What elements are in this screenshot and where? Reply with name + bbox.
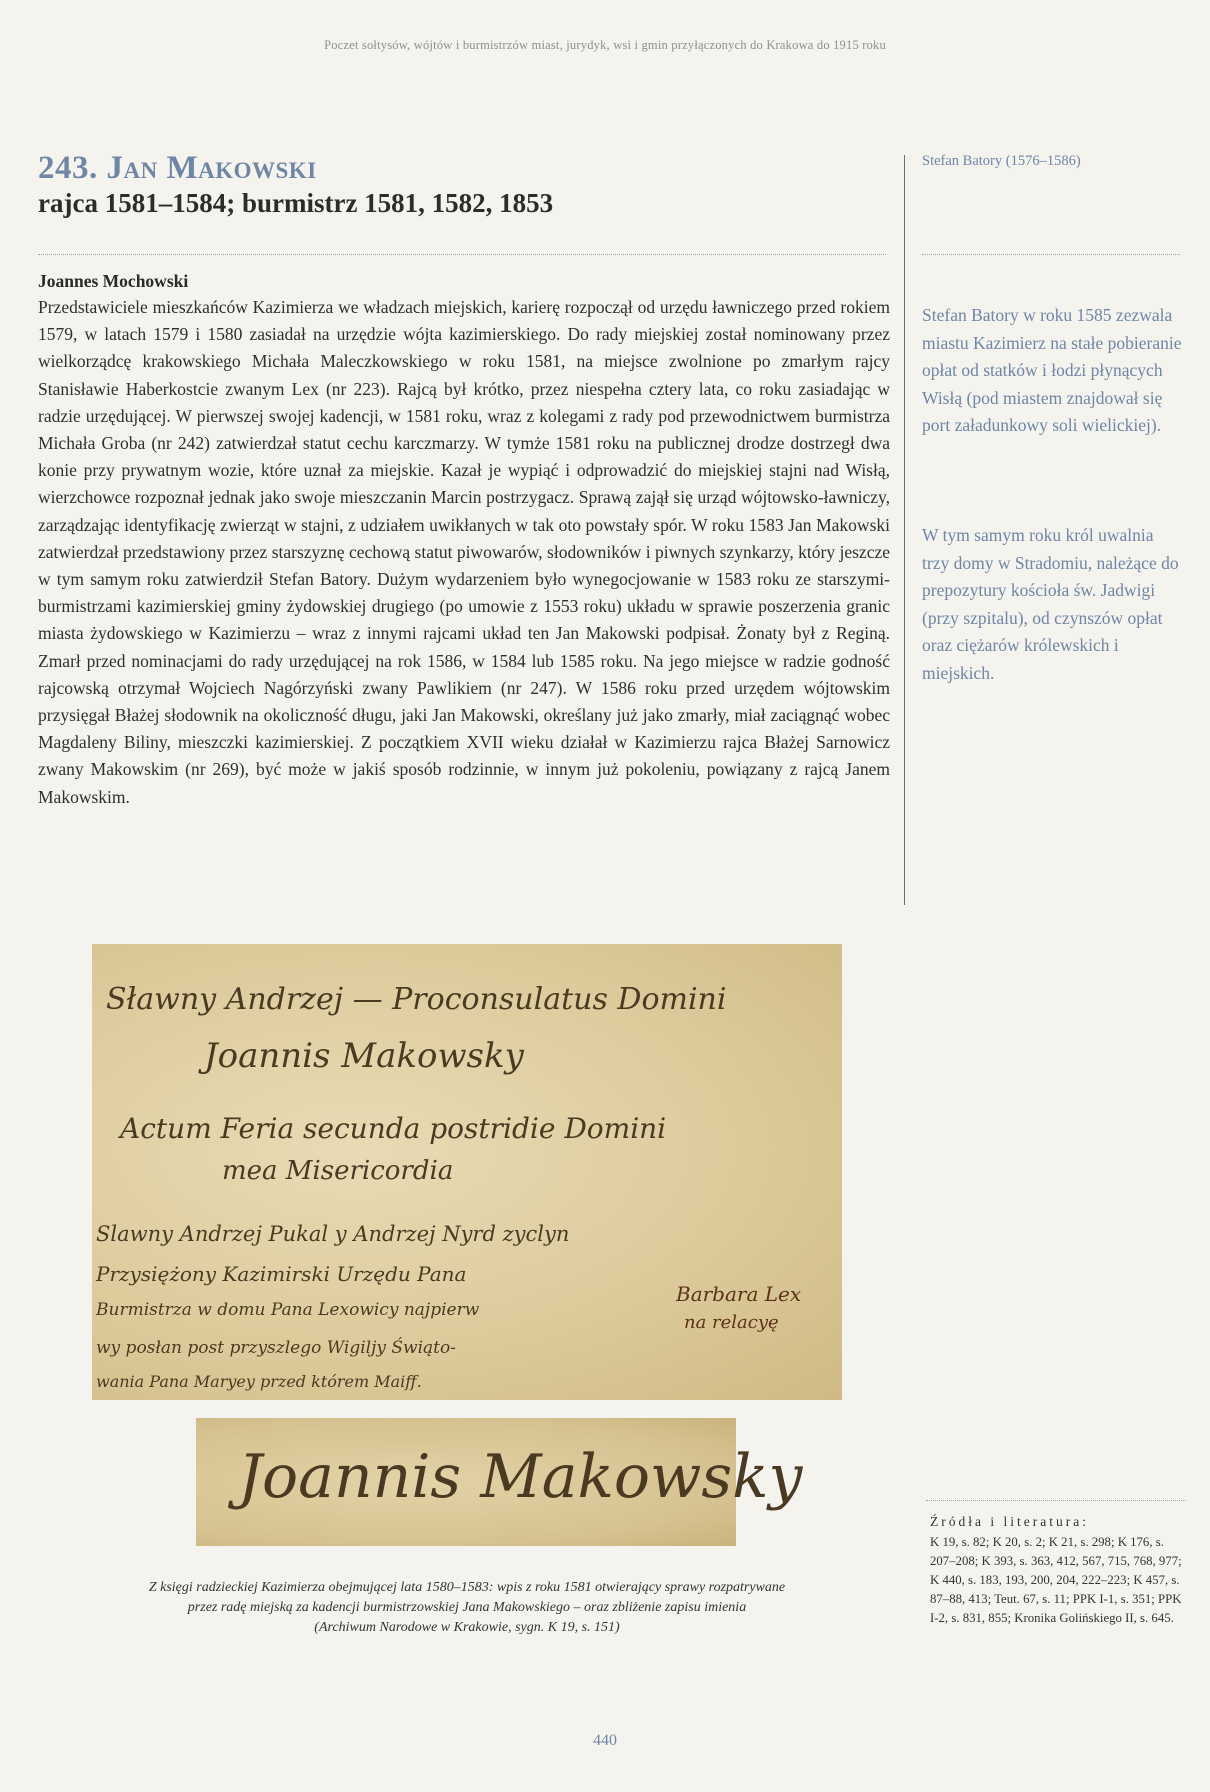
sources-heading: Źródła i literatura: [930, 1514, 1089, 1529]
manuscript-line: Slawny Andrzej Pukal y Andrzej Nyrd zyclyn [96, 1222, 570, 1246]
manuscript-line: Actum Feria secunda postridie Domini [120, 1112, 667, 1145]
manuscript-image [92, 944, 842, 1400]
running-header: Poczet sołtysów, wójtów i burmistrzów miast, jurydyk, wsi i gmin przyłączonych do Krakowa do 1915 roku [324, 38, 886, 52]
figure-caption [62, 1578, 872, 1638]
caption-line: (Archiwum Narodowe w Krakowie, sygn. K 19, s. 151) [314, 1620, 620, 1635]
sidebar-divider [922, 254, 1180, 255]
manuscript-margin-note: Barbara Lex [676, 1282, 802, 1306]
manuscript-line: wy posłan post przyszlego Wigiljy Świąto- [96, 1338, 456, 1358]
manuscript-line: wania Pana Maryey przed którem Maiff. [96, 1372, 422, 1391]
sources-block [930, 1512, 1192, 1628]
latin-name: Joannes Mochowski [38, 271, 189, 291]
column-divider [904, 155, 905, 905]
sources-text: K 19, s. 82; K 20, s. 2; K 21, s. 298; K 176, s. 207–208; K 393, s. 363, 412, 567, 715, 768, 977; K 440, s. 183, 193, 200, 204, 222–223; K 457, s. 87–88, 413; Teut. 67, s. 11; PPK I-1, s. 351; PPK I-2, s. 831, 855; Kronika Golińskiego II, s. 645. [930, 1535, 1182, 1625]
sidebar-note-1: Stefan Batory w roku 1585 zezwala miastu Kazimierz na stałe pobieranie opłat od statków i łodzi płynących Wisłą (pod miastem znajdował się port załadunkowy soli wielickiej). [922, 305, 1182, 435]
entry-subtitle: rajca 1581–1584; burmistrz 1581, 1582, 1853 [38, 188, 554, 219]
manuscript-line: Przysiężony Kazimirski Urzędu Pana [96, 1262, 467, 1286]
entry-title: 243. Jan Makowski [38, 150, 317, 186]
caption-line: przez radę miejską za kadencji burmistrzowskiej Jana Makowskiego – oraz zbliżenie zapisu imienia [187, 1600, 747, 1615]
page-number: 440 [593, 1732, 617, 1749]
caption-line: Z księgi radzieckiej Kazimierza obejmującej lata 1580–1583: wpis z roku 1581 otwierający sprawy rozpatrywane [148, 1580, 786, 1595]
sidebar-ruler [922, 152, 1184, 171]
manuscript-line: Burmistrza w domu Pana Lexowicy najpierw [96, 1300, 480, 1320]
entry-body [38, 268, 890, 811]
manuscript-line: Sławny Andrzej — Proconsulatus Domini [106, 982, 727, 1017]
ruler-label: Stefan Batory (1576–1586) [922, 153, 1081, 169]
closeup-name: Joannis Makowsky [238, 1442, 803, 1512]
manuscript-margin-note: na relacyę [684, 1312, 779, 1333]
sidebar-note-2: W tym samym roku król uwalnia trzy domy w Stradomiu, należące do prepozytury kościoła św. Jadwigi (przy szpitalu), od czynszów opłat oraz ciężarów królewskich i miejskich. [922, 525, 1179, 683]
entry-heading [38, 150, 890, 219]
sources-divider [926, 1500, 1186, 1501]
biography-text: Przedstawiciele mieszkańców Kazimierza we władzach miejskich, karierę rozpoczął od urzędu ławniczego przed rokiem 1579, w latach 1579 i 1580 zasiadał na urzędzie wójta kazimierskiego. Do rady miejskiej został nominowany przez wielkorządcę krakowskiego Michała Maleczkowskiego w roku 1581, na miejsce zwolnione po zmarłym rajcy Stanisławie Haberkostcie zwanym Lex (nr 223). Rajcą był krótko, przez niespełna cztery lata, co roku zasiadając w radzie urzędującej. W pierwszej swojej kadencji, w 1581 roku, wraz z kolegami z rady pod przewodnictwem burmistrza Michała Groba (nr 242) zatwierdzał statut cechu karczmarzy. W tymże 1581 roku na publicznej drodze dostrzegł dwa konie przy prywatnym wozie, które uznał za miejskie. Kazał je wypiąć i odprowadzić do miejskiej stajni nad Wisłą, wierzchowce rozpoznał jednak jako swoje mieszczanin Marcin postrzygacz. Sprawą zajął się urząd wójtowsko-ławniczy, zarządzając identyfikację zwierząt w stajni, z udziałem uwikłanych w tak oto powstały spór. W roku 1583 Jan Makowski zatwierdzał przedstawiony przez starszyznę cechową statut piwowarów, słodowników i piwnych szynkarzy, który jeszcze w tym samym roku zatwierdził Stefan Batory. Dużym wydarzeniem było wynegocjowanie w 1583 roku ze starszymi-burmistrzami kazimierskiej gminy żydowskiej drugiego (po umowie z 1553 roku) układu w sprawie poszerzenia granic miasta żydowskiego w Kazimierzu – wraz z innymi rajcami układ ten Jan Makowski podpisał. Żonaty był z Reginą. Zmarł przed nominacjami do rady urzędującej na rok 1586, w 1584 lub 1585 roku. Na jego miejsce w radzie godność rajcowską otrzymał Wojciech Nagórzyński zwany Pawlikiem (nr 247). W 1586 roku przed urzędem wójtowskim przysięgał Błażej słodownik na okoliczność długu, jaki Jan Makowski, określany już jako zmarły, miał zaciągnąć wobec Magdaleny Biliny, mieszczki kazimierskiej. Z początkiem XVII wieku działał w Kazimierzu rajca Błażej Sarnowicz zwany Makowskim (nr 269), być może w jakiś sposób rodzinnie, w innym już pokoleniu, powiązany z rajcą Janem Makowskim. [38, 297, 890, 807]
signature-closeup-image [196, 1418, 803, 1546]
manuscript-line: Joannis Makowsky [204, 1036, 524, 1076]
manuscript-line: mea Misericordia [222, 1156, 454, 1186]
heading-divider [38, 254, 886, 255]
